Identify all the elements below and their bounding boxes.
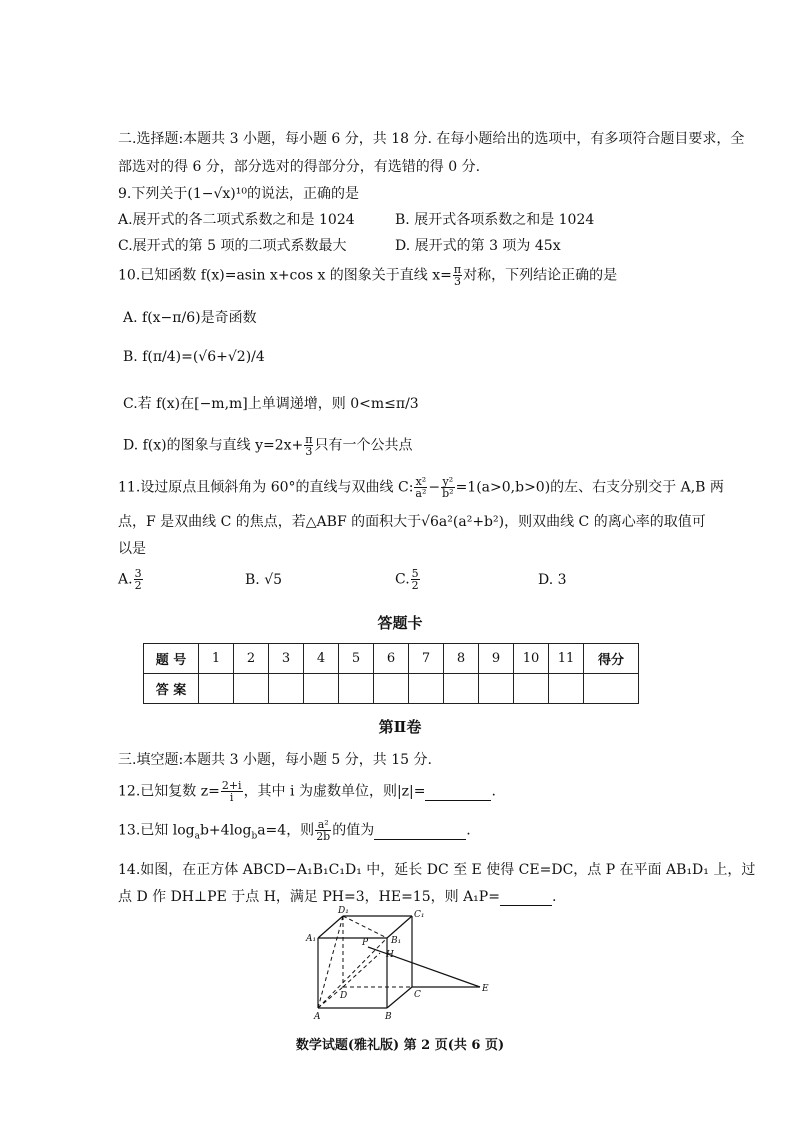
- segment-d-h: [343, 953, 380, 987]
- header-cell: 5: [339, 644, 374, 674]
- answer-card-table: [143, 643, 639, 704]
- q10-option-b: B. f(π/4)=(√6+√2)/4: [123, 349, 265, 365]
- q13-end: .: [466, 822, 471, 839]
- q13-part2: b+4log: [199, 822, 252, 839]
- header-cell: 6: [374, 644, 409, 674]
- label-b1: B₁: [391, 936, 402, 946]
- segment-p-e: [368, 947, 480, 987]
- answer-cell[interactable]: [199, 674, 234, 704]
- q11-line1-part2: =1(a>0,b>0)的左、右支分别交于 A,B 两: [455, 479, 724, 496]
- q10-option-a: A. f(x−π/6)是奇函数: [123, 310, 257, 326]
- label-d1: D₁: [338, 906, 349, 916]
- answer-cell[interactable]: [269, 674, 304, 704]
- q11-option-c: [395, 568, 421, 591]
- edge-b-c: [387, 987, 412, 1008]
- q12-answer-blank[interactable]: [425, 784, 491, 801]
- q13-part1: 13.已知 log: [118, 822, 195, 839]
- answer-cell[interactable]: [234, 674, 269, 704]
- answer-row-label: 答 案: [144, 674, 199, 704]
- header-cell: 4: [304, 644, 339, 674]
- q9-option-a: A.展开式的各二项式系数之和是 1024: [118, 212, 355, 228]
- a2-over-2b-fraction: $\frac{\text{a²}}{2b}$: [316, 818, 331, 843]
- header-cell: 题 号: [144, 644, 199, 674]
- header-cell: 10: [514, 644, 549, 674]
- q11-line1: 11.设过原点且倾斜角为 60°的直线与双曲线 C: $\frac{\text{x²}}{\text{a²}}$ − $\frac{\text{y²}}{\text{b²}}$ =1(a>0,b>0)的左、右支分别交于 A,B 两: [118, 475, 724, 500]
- edge-a1-d1: [318, 916, 343, 938]
- diag-d1-b1: [343, 916, 387, 938]
- q13-part3: a=4，则: [257, 822, 315, 839]
- label-a1: A₁: [306, 934, 317, 944]
- q13-answer-blank[interactable]: [374, 823, 466, 840]
- q14-line2: [118, 886, 556, 906]
- q10-option-c: C.若 f(x)在[−m,m]上单调递增，则 0<m≤π/3: [123, 396, 419, 412]
- answer-cell[interactable]: [479, 674, 514, 704]
- three-halves-fraction: $\frac{3}{2}$: [134, 567, 142, 592]
- x2-over-a2-fraction: $\frac{\text{x²}}{\text{a²}}$: [415, 475, 427, 500]
- label-b: B: [385, 1012, 392, 1022]
- q14-line2-part1: 点 D 作 DH⊥PE 于点 H，满足 PH=3，HE=15，则 A₁P=: [118, 889, 500, 905]
- q11-option-d: D. 3: [538, 572, 567, 588]
- header-cell: 8: [444, 644, 479, 674]
- answer-cell[interactable]: [304, 674, 339, 704]
- answer-cell[interactable]: [444, 674, 479, 704]
- five-halves-fraction: $\frac{5}{2}$: [411, 567, 419, 592]
- q9-option-d: D. 展开式的第 3 项为 45x: [395, 238, 561, 254]
- answer-cell[interactable]: [339, 674, 374, 704]
- q14-answer-blank[interactable]: [500, 889, 552, 906]
- header-cell: 11: [549, 644, 584, 674]
- answer-cell[interactable]: [374, 674, 409, 704]
- answer-card-title: 答题卡: [377, 614, 423, 632]
- answer-cell[interactable]: [549, 674, 584, 704]
- part2-title: 第Ⅱ卷: [378, 718, 422, 736]
- q13: 13.已知 $\log_ab+4\log_ba=4$，则 $\frac{\text{a²}}{2b}$ 的值为 .: [118, 818, 471, 843]
- q10-stem: [118, 264, 617, 287]
- section2-line1: 二.选择题:本题共 3 小题，每小题 6 分，共 18 分. 在每小题给出的选项中，有多项符合题目要求，全: [118, 131, 745, 147]
- q14-end: .: [551, 889, 557, 905]
- cube-figure: [300, 905, 500, 1025]
- q10-stem-part1: 10.已知函数 f(x)=asin x+cos x 的图象关于直线 x=: [118, 267, 452, 284]
- q12-part2: ，其中 i 为虚数单位，则|z|=: [243, 783, 426, 800]
- label-e: E: [482, 984, 489, 994]
- score-cell[interactable]: [584, 674, 639, 704]
- pi-over-3-fraction: $\frac{\pi}{3}$: [305, 433, 313, 458]
- header-cell: 7: [409, 644, 444, 674]
- header-cell: 2: [234, 644, 269, 674]
- answer-cell[interactable]: [514, 674, 549, 704]
- answer-cell[interactable]: [409, 674, 444, 704]
- header-cell: 1: [199, 644, 234, 674]
- q10-option-d: [123, 434, 412, 457]
- y2-over-b2-fraction: $\frac{\text{y²}}{\text{b²}}$: [442, 475, 454, 500]
- pi-over-3-fraction: $\frac{\pi}{3}$: [453, 263, 462, 288]
- header-cell: 3: [269, 644, 304, 674]
- section2-line2: 部选对的得 6 分，部分选对的得部分分，有选错的得 0 分.: [118, 159, 481, 175]
- q11-line2: 点，F 是双曲线 C 的焦点，若△ABF 的面积大于√6a²(a²+b²)，则双曲线 C 的离心率的取值可: [118, 514, 706, 530]
- q11-option-a: [118, 568, 144, 591]
- two-plus-i-over-i-fraction: $\frac{2+i}{i}$: [221, 779, 242, 804]
- q10-option-d-part2: 只有一个公共点: [314, 437, 413, 454]
- q9-stem: 9.下列关于(1−√x)¹⁰的说法，正确的是: [118, 186, 359, 202]
- label-c: C: [414, 990, 421, 1000]
- q10-option-d-part1: D. f(x)的图象与直线 y=2x+: [123, 437, 304, 454]
- header-cell: 9: [479, 644, 514, 674]
- q11-option-b: B. √5: [245, 572, 283, 588]
- q14-line1: 14.如图，在正方体 ABCD−A₁B₁C₁D₁ 中，延长 DC 至 E 使得 CE=DC，点 P 在平面 AB₁D₁ 上，过: [118, 862, 756, 878]
- page-footer: 数学试题(雅礼版) 第 2 页(共 6 页): [295, 1038, 505, 1053]
- header-cell: 得分: [584, 644, 639, 674]
- label-p: P: [362, 938, 369, 948]
- label-a: A: [314, 1012, 321, 1022]
- q11-option-c-label: C.: [395, 571, 410, 588]
- q13-part4: 的值为: [332, 822, 375, 839]
- q12-part1: 12.已知复数 z=: [118, 783, 220, 800]
- q11-line1-part1: 11.设过原点且倾斜角为 60°的直线与双曲线 C:: [118, 479, 414, 496]
- section3-line1: 三.填空题:本题共 3 小题，每小题 5 分，共 15 分.: [118, 752, 432, 768]
- q10-stem-part2: 对称，下列结论正确的是: [463, 267, 618, 284]
- q11-option-a-label: A.: [118, 571, 133, 588]
- answer-card-answer-row: [144, 674, 639, 704]
- q9-option-b: B. 展开式各项系数之和是 1024: [395, 212, 595, 228]
- label-h: H: [386, 950, 394, 960]
- q12: [118, 780, 496, 803]
- edge-b1-c1: [387, 916, 412, 938]
- q11-line3: 以是: [118, 541, 146, 557]
- q9-option-c: C.展开式的第 5 项的二项式系数最大: [118, 238, 347, 254]
- label-d: D: [340, 991, 348, 1001]
- label-c1: C₁: [414, 910, 425, 920]
- diag-a-b1: [318, 938, 387, 1008]
- answer-card-header-row: [144, 644, 639, 674]
- q12-end: .: [491, 783, 496, 800]
